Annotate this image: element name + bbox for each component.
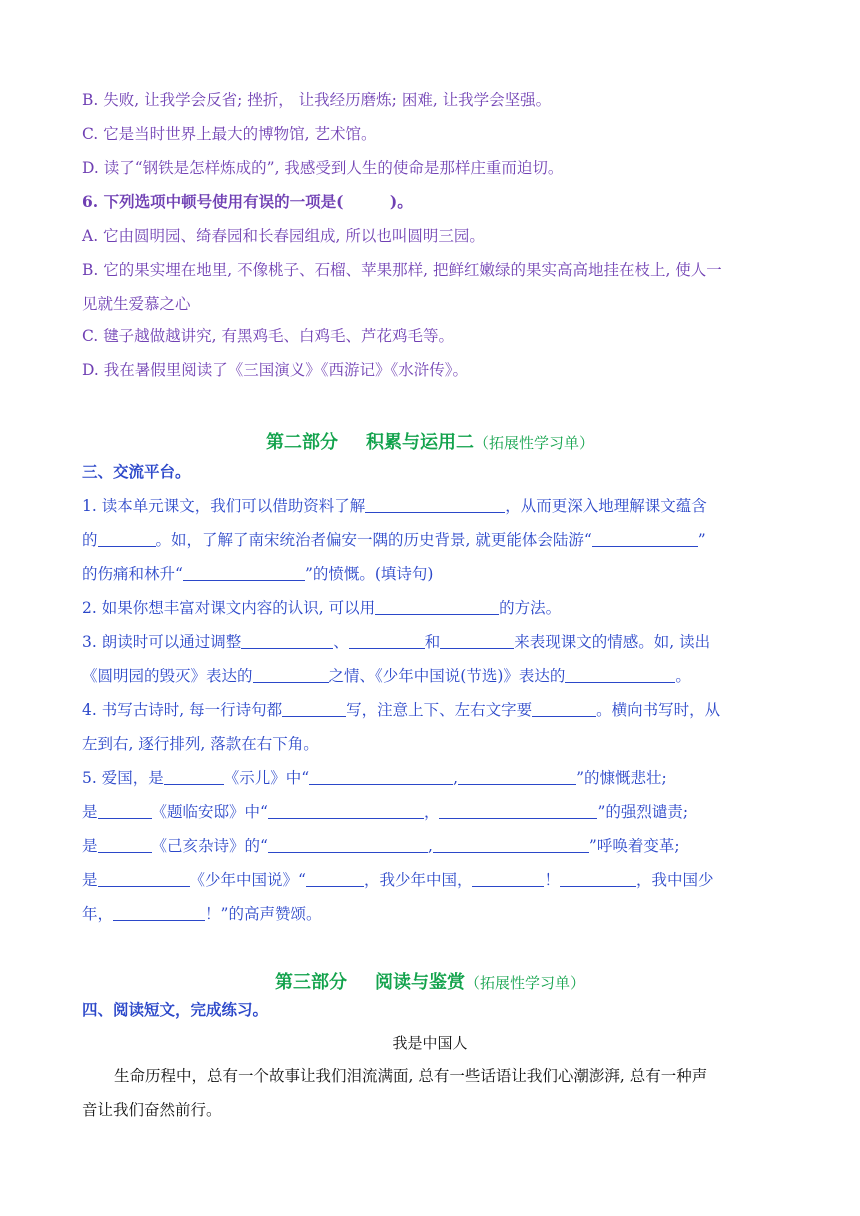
part2-heading [0, 428, 860, 454]
s3-q5-line2 [82, 802, 688, 822]
fill-blank[interactable] [306, 870, 364, 887]
fill-blank[interactable] [268, 836, 428, 853]
fill-blank[interactable] [98, 836, 152, 853]
s3-q1-text-b: ，从而更深入地理解课文蕴含 [505, 497, 707, 515]
s3-q3-text-b: 、 [333, 633, 349, 651]
s3-q5-text-n: 《少年中国说》“ [189, 871, 306, 889]
s3-q5-text-r: 年， [82, 905, 114, 923]
fill-blank[interactable] [472, 870, 544, 887]
q6-option-d: D. 我在暑假里阅读了《三国演义》《西游记》《水浒传》。 [82, 361, 468, 379]
s3-q1-line3 [82, 564, 433, 584]
s3-q5-text-k: , [427, 837, 433, 855]
q6-option-c: C. 毽子越做越讲究, 有黑鸡毛、白鸡毛、芦花鸡毛等。 [82, 327, 455, 345]
s3-q1-line1 [82, 496, 707, 516]
fill-blank[interactable] [309, 768, 453, 785]
fill-blank[interactable] [365, 496, 505, 513]
s3-q3-text-e: 《圆明园的毁灭》表达的 [82, 667, 253, 685]
s3-q1-text-d: 。如，了解了南宋统治者偏安一隅的历史背景, 就更能体会陆游“ [155, 531, 592, 549]
s3-q5-text-i: 是 [82, 837, 98, 855]
fill-blank[interactable] [592, 530, 698, 547]
s3-q4-line2: 左到右, 逐行排列, 落款在右下角。 [82, 735, 319, 753]
s3-q4-text-a: 4. 书写古诗时, 每一行诗句都 [82, 701, 283, 719]
s3-q1-text-g: ”的愤慨。(填诗句) [304, 565, 434, 583]
s3-q3-text-d: 来表现课文的情感。如, 读出 [514, 633, 711, 651]
s3-q3-text-a: 3. 朗读时可以通过调整 [82, 633, 242, 651]
q6-stem: 6. 下列选项中顿号使用有误的一项是( )。 [82, 192, 413, 211]
s3-q1-text-a: 1. 读本单元课文，我们可以借助资料了解 [82, 497, 366, 515]
part3-label: 第三部分 [274, 972, 347, 993]
q6-option-b-line1: B. 它的果实埋在地里, 不像桃子、石榴、苹果那样, 把鲜红嫩绿的果实高高地挂在枝上, 使人一 [82, 261, 722, 279]
s3-q5-line1 [82, 768, 667, 788]
part3-heading [0, 968, 860, 994]
fill-blank[interactable] [560, 870, 636, 887]
passage-paragraph1-line2: 音让我们奋然前行。 [82, 1101, 222, 1119]
fill-blank[interactable] [241, 632, 333, 649]
s3-q5-text-l: ”呼唤着变革; [588, 837, 680, 855]
fill-blank[interactable] [98, 870, 190, 887]
s3-q5-text-o: ，我少年中国， [363, 871, 473, 889]
fill-blank[interactable] [375, 598, 499, 615]
s3-q5-text-c: , [453, 769, 459, 787]
fill-blank[interactable] [439, 802, 597, 819]
s3-q5-text-h: ”的强烈谴责; [597, 803, 689, 821]
q5-option-d: D. 读了“钢铁是怎样炼成的”, 我感受到人生的使命是那样庄重而迫切。 [82, 159, 564, 177]
fill-blank[interactable] [98, 530, 156, 547]
s3-q1-line2 [82, 530, 706, 550]
fill-blank[interactable] [183, 564, 305, 581]
q6-option-b-line2: 见就生爱慕之心 [82, 295, 191, 313]
s3-q3-text-g: 。 [675, 667, 691, 685]
fill-blank[interactable] [98, 802, 152, 819]
fill-blank[interactable] [253, 666, 329, 683]
s3-q2-line [82, 598, 561, 618]
s3-q3-line2 [82, 666, 691, 686]
s3-q5-line4 [82, 870, 714, 890]
fill-blank[interactable] [349, 632, 425, 649]
s3-q5-text-s: ！”的高声赞颂。 [205, 905, 322, 923]
part2-label: 第二部分 [265, 432, 338, 453]
s3-q4-text-b: 写，注意上下、左右文字要 [346, 701, 533, 719]
s3-q5-line3 [82, 836, 680, 856]
s3-q4-text-c: 。横向书写时，从 [596, 701, 721, 719]
fill-blank[interactable] [440, 632, 514, 649]
fill-blank[interactable] [458, 768, 576, 785]
part2-title: 积累与运用二 [365, 432, 474, 453]
part3-subtitle: （拓展性学习单） [464, 974, 585, 992]
fill-blank[interactable] [164, 768, 224, 785]
passage-title: 我是中国人 [392, 1034, 468, 1052]
passage-paragraph1-line1: 生命历程中，总有一个故事让我们泪流满面, 总有一些话语让我们心潮澎湃, 总有一种声 [114, 1067, 708, 1085]
fill-blank[interactable] [565, 666, 675, 683]
fill-blank[interactable] [268, 802, 424, 819]
s3-q2-text-b: 的方法。 [499, 599, 562, 617]
section4-heading: 四、阅读短文，完成练习。 [82, 1000, 269, 1019]
s3-q1-text-e: ” [697, 531, 706, 549]
part3-title: 阅读与鉴赏 [374, 972, 465, 993]
q5-option-c: C. 它是当时世界上最大的博物馆, 艺术馆。 [82, 125, 377, 143]
s3-q5-text-m: 是 [82, 871, 98, 889]
s3-q5-line5 [82, 904, 321, 924]
q5-option-b: B. 失败, 让我学会反省; 挫折， 让我经历磨炼; 困难, 让我学会坚强。 [82, 91, 552, 109]
s3-q5-text-q: ，我中国少 [635, 871, 714, 889]
s3-q3-text-c: 和 [424, 633, 441, 651]
fill-blank[interactable] [282, 700, 346, 717]
fill-blank[interactable] [113, 904, 205, 921]
s3-q5-text-g: ， [423, 803, 440, 821]
s3-q5-text-b: 《示儿》中“ [223, 769, 310, 787]
fill-blank[interactable] [532, 700, 596, 717]
section3-heading: 三、交流平台。 [82, 462, 191, 481]
s3-q5-text-f: 《题临安邸》中“ [151, 803, 268, 821]
s3-q1-text-c: 的 [82, 531, 98, 549]
s3-q2-text-a: 2. 如果你想丰富对课文内容的认识, 可以用 [82, 599, 376, 617]
part2-subtitle: （拓展性学习单） [473, 434, 594, 452]
s3-q5-text-p: ！ [544, 871, 560, 889]
s3-q5-text-a: 5. 爱国，是 [82, 769, 164, 787]
s3-q5-text-j: 《己亥杂诗》的“ [151, 837, 268, 855]
q6-option-a: A. 它由圆明园、绮春园和长春园组成, 所以也叫圆明三园。 [82, 227, 485, 245]
s3-q3-line1 [82, 632, 710, 652]
s3-q1-text-f: 的伤痛和林升“ [82, 565, 183, 583]
s3-q3-text-f: 之情、《少年中国说(节选)》表达的 [328, 667, 566, 685]
s3-q5-text-e: 是 [82, 803, 98, 821]
fill-blank[interactable] [433, 836, 589, 853]
s3-q4-line1 [82, 700, 720, 720]
s3-q5-text-d: ”的慷慨悲壮; [576, 769, 667, 787]
